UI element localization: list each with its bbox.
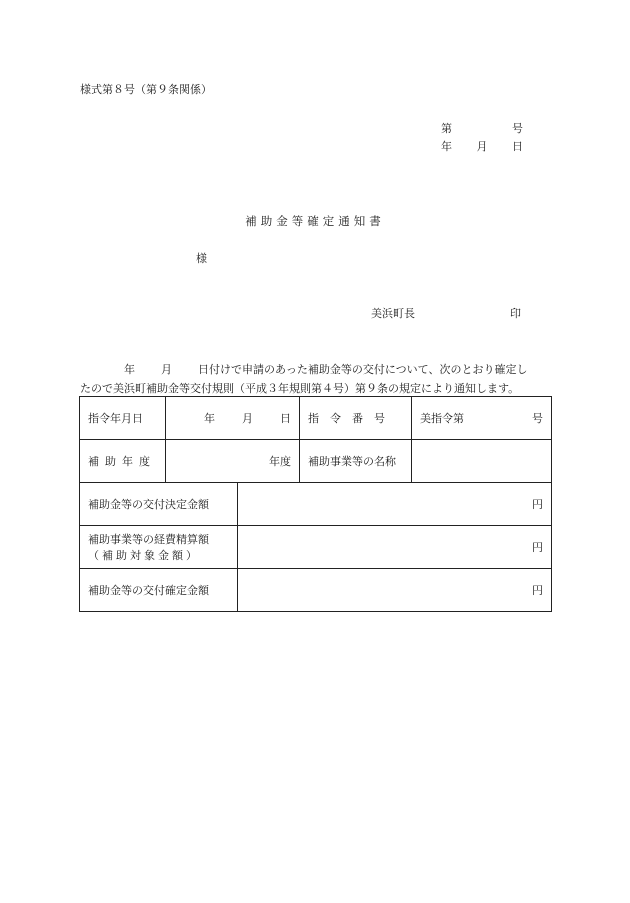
order-number-prefix: 美指令第 <box>420 412 464 425</box>
order-date-year: 年 <box>204 412 215 425</box>
order-date-month: 月 <box>242 412 253 425</box>
date-day: 日 <box>512 140 523 153</box>
order-number-value <box>412 397 552 440</box>
date-year: 年 <box>441 140 452 153</box>
table-row <box>80 569 552 612</box>
decided-amount-label: 補助金等の交付決定金額 <box>80 483 238 526</box>
document-number-line <box>441 120 523 136</box>
date-month: 月 <box>476 140 488 153</box>
info-table <box>79 396 552 612</box>
confirmed-amount-value: 円 <box>238 569 552 612</box>
addressee-suffix: 様 <box>196 252 207 265</box>
body-text-line-1 <box>124 361 527 377</box>
document-number-prefix: 第 <box>441 122 452 135</box>
table-row <box>80 397 552 440</box>
order-number-suffix: 号 <box>532 412 543 425</box>
fiscal-year-label: 補助年度 <box>80 440 166 483</box>
seal-mark: 印 <box>510 307 521 320</box>
decided-amount-value: 円 <box>238 483 552 526</box>
document-date-line <box>441 138 523 154</box>
order-date-label: 指令年月日 <box>80 397 166 440</box>
body-month: 月 <box>161 363 172 376</box>
body-text-line-2: たので美浜町補助金等交付規則（平成３年規則第４号）第９条の規定により通知します。 <box>80 382 520 395</box>
order-date-value <box>166 397 300 440</box>
form-number: 様式第８号（第９条関係） <box>80 83 212 96</box>
expense-label <box>80 526 238 569</box>
project-name-label: 補助事業等の名称 <box>300 440 412 483</box>
body-year: 年 <box>124 363 135 376</box>
sender-title: 美浜町長 <box>371 307 415 320</box>
document-title: 補助金等確定通知書 <box>245 214 385 228</box>
table-row <box>80 526 552 569</box>
project-name-value <box>412 440 552 483</box>
document-number-suffix: 号 <box>512 122 523 135</box>
body-text-rest: 日付けで申請のあった補助金等の交付について、次のとおり確定し <box>198 363 528 376</box>
expense-value: 円 <box>238 526 552 569</box>
table-row <box>80 483 552 526</box>
table-row <box>80 440 552 483</box>
expense-label-line-2: （補助対象金額） <box>88 549 200 562</box>
order-date-day: 日 <box>280 412 291 425</box>
confirmed-amount-label: 補助金等の交付確定金額 <box>80 569 238 612</box>
order-number-label: 指 令 番 号 <box>300 397 412 440</box>
expense-label-line-1: 補助事業等の経費精算額 <box>88 533 209 546</box>
fiscal-year-value: 年度 <box>166 440 300 483</box>
